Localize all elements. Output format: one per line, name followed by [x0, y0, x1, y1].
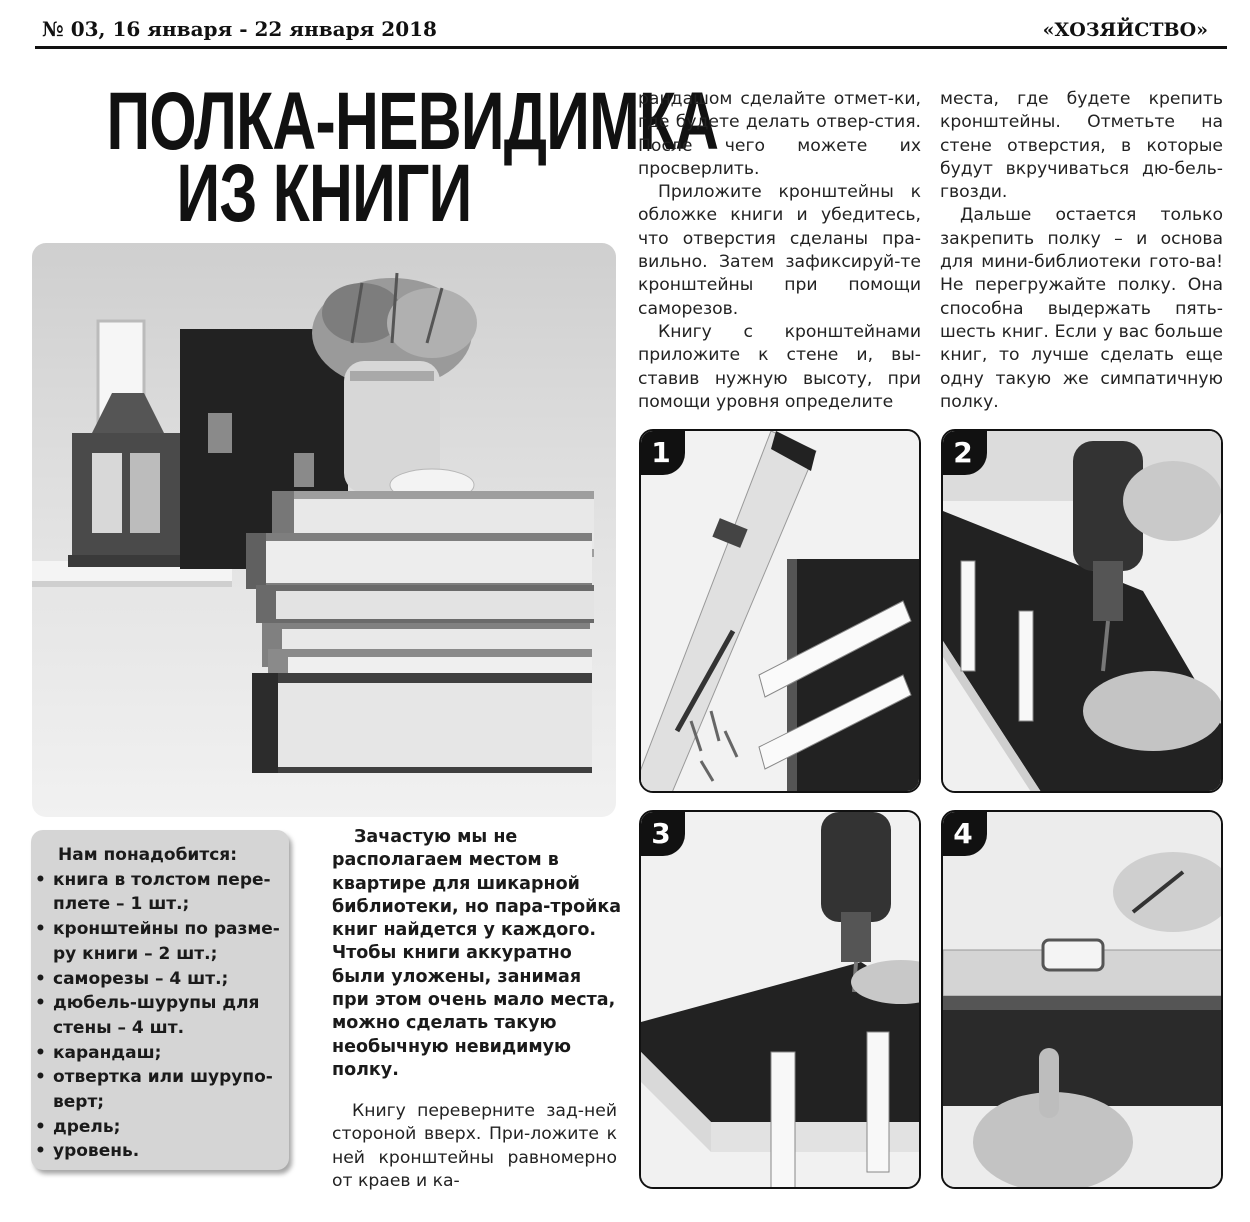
step-photo-2: [941, 429, 1223, 793]
materials-item: • уровень.: [31, 1139, 281, 1164]
materials-heading: Нам понадобится:: [58, 845, 237, 865]
step-number-3: 3: [641, 812, 685, 856]
hero-photo: [32, 243, 616, 817]
header-rule: [35, 46, 1227, 49]
materials-item: • дюбель-шурупы для стены – 4 шт.: [31, 991, 281, 1040]
materials-item: • отвертка или шурупо-верт;: [31, 1065, 281, 1114]
article-title: [106, 76, 719, 239]
materials-item: • саморезы – 4 шт.;: [31, 967, 281, 992]
col3-paragraph-2: Дальше остается только закрепить полку – и основа для мини-библиотеки гото-ва! Не перегружайте полку. Она способна выдержать пять-шесть книг. Если у вас больше книг, то лучше сделать еще одну такую же симпатичную полку.: [940, 205, 1223, 412]
article-title-line-2: ИЗ КНИГИ: [176, 148, 472, 239]
materials-item: • кронштейны по разме-ру книги – 2 шт.;: [31, 917, 281, 966]
lead-paragraph: [332, 826, 622, 1082]
article-title-line-1: ПОЛКА-НЕВИДИМКА: [106, 76, 719, 167]
issue-date: № 03, 16 января - 22 января 2018: [42, 17, 437, 41]
col1-paragraph-1: Книгу переверните зад-ней стороной вверх. При-ложите к ней кронштейны равномерно от краев и ка-: [332, 1101, 617, 1191]
col2-paragraph-3: Книгу с кронштейнами приложите к стене и, вы-ставив нужную высоту, при помощи уровня определите: [638, 321, 921, 412]
step-3-illustration: [641, 812, 921, 1189]
materials-box: [31, 830, 289, 1170]
materials-item: • книга в толстом пере-плете – 1 шт.;: [31, 868, 281, 917]
section-name: «ХОЗЯЙСТВО»: [1042, 19, 1208, 41]
step-number-2: 2: [943, 431, 987, 475]
lead-text: Зачастую мы не располагаем местом в квартире для шикарной библиотеки, но пара-тройка книг найдется у каждого. Чтобы книги аккуратно были уложены, занимая при этом очень мало места, можно сделать такую необычную невидимую полку.: [332, 827, 622, 1080]
step-4-illustration: [943, 812, 1223, 1189]
col2-paragraph-1: рандашом сделайте отмет-ки, где будете делать отвер-стия. После чего можете их просверлить.: [638, 89, 921, 179]
materials-item: • карандаш;: [31, 1041, 281, 1066]
step-photo-3: [639, 810, 921, 1189]
text-column-1: [332, 1100, 617, 1193]
hero-photo-illustration: [32, 243, 616, 817]
text-column-2: [638, 88, 921, 414]
col2-paragraph-2: Приложите кронштейны к обложке книги и убедитесь, что отверстия сделаны пра-вильно. Затем зафиксируй-те кронштейны при помощи саморезов.: [638, 182, 921, 319]
step-number-1: 1: [641, 431, 685, 475]
lantern-decor: [68, 393, 184, 567]
col3-paragraph-1: места, где будете крепить кронштейны. Отметьте на стене отверстия, в которые будут вкручиваться дю-бель-гвозди.: [940, 89, 1223, 203]
text-column-3: [940, 88, 1223, 414]
book-stack: [246, 491, 594, 773]
materials-item: • дрель;: [31, 1115, 281, 1140]
step-1-illustration: [641, 431, 921, 793]
step-2-illustration: [943, 431, 1223, 793]
step-photo-4: [941, 810, 1223, 1189]
step-number-4: 4: [943, 812, 987, 856]
step-photo-1: [639, 429, 921, 793]
materials-list: [31, 868, 281, 1164]
